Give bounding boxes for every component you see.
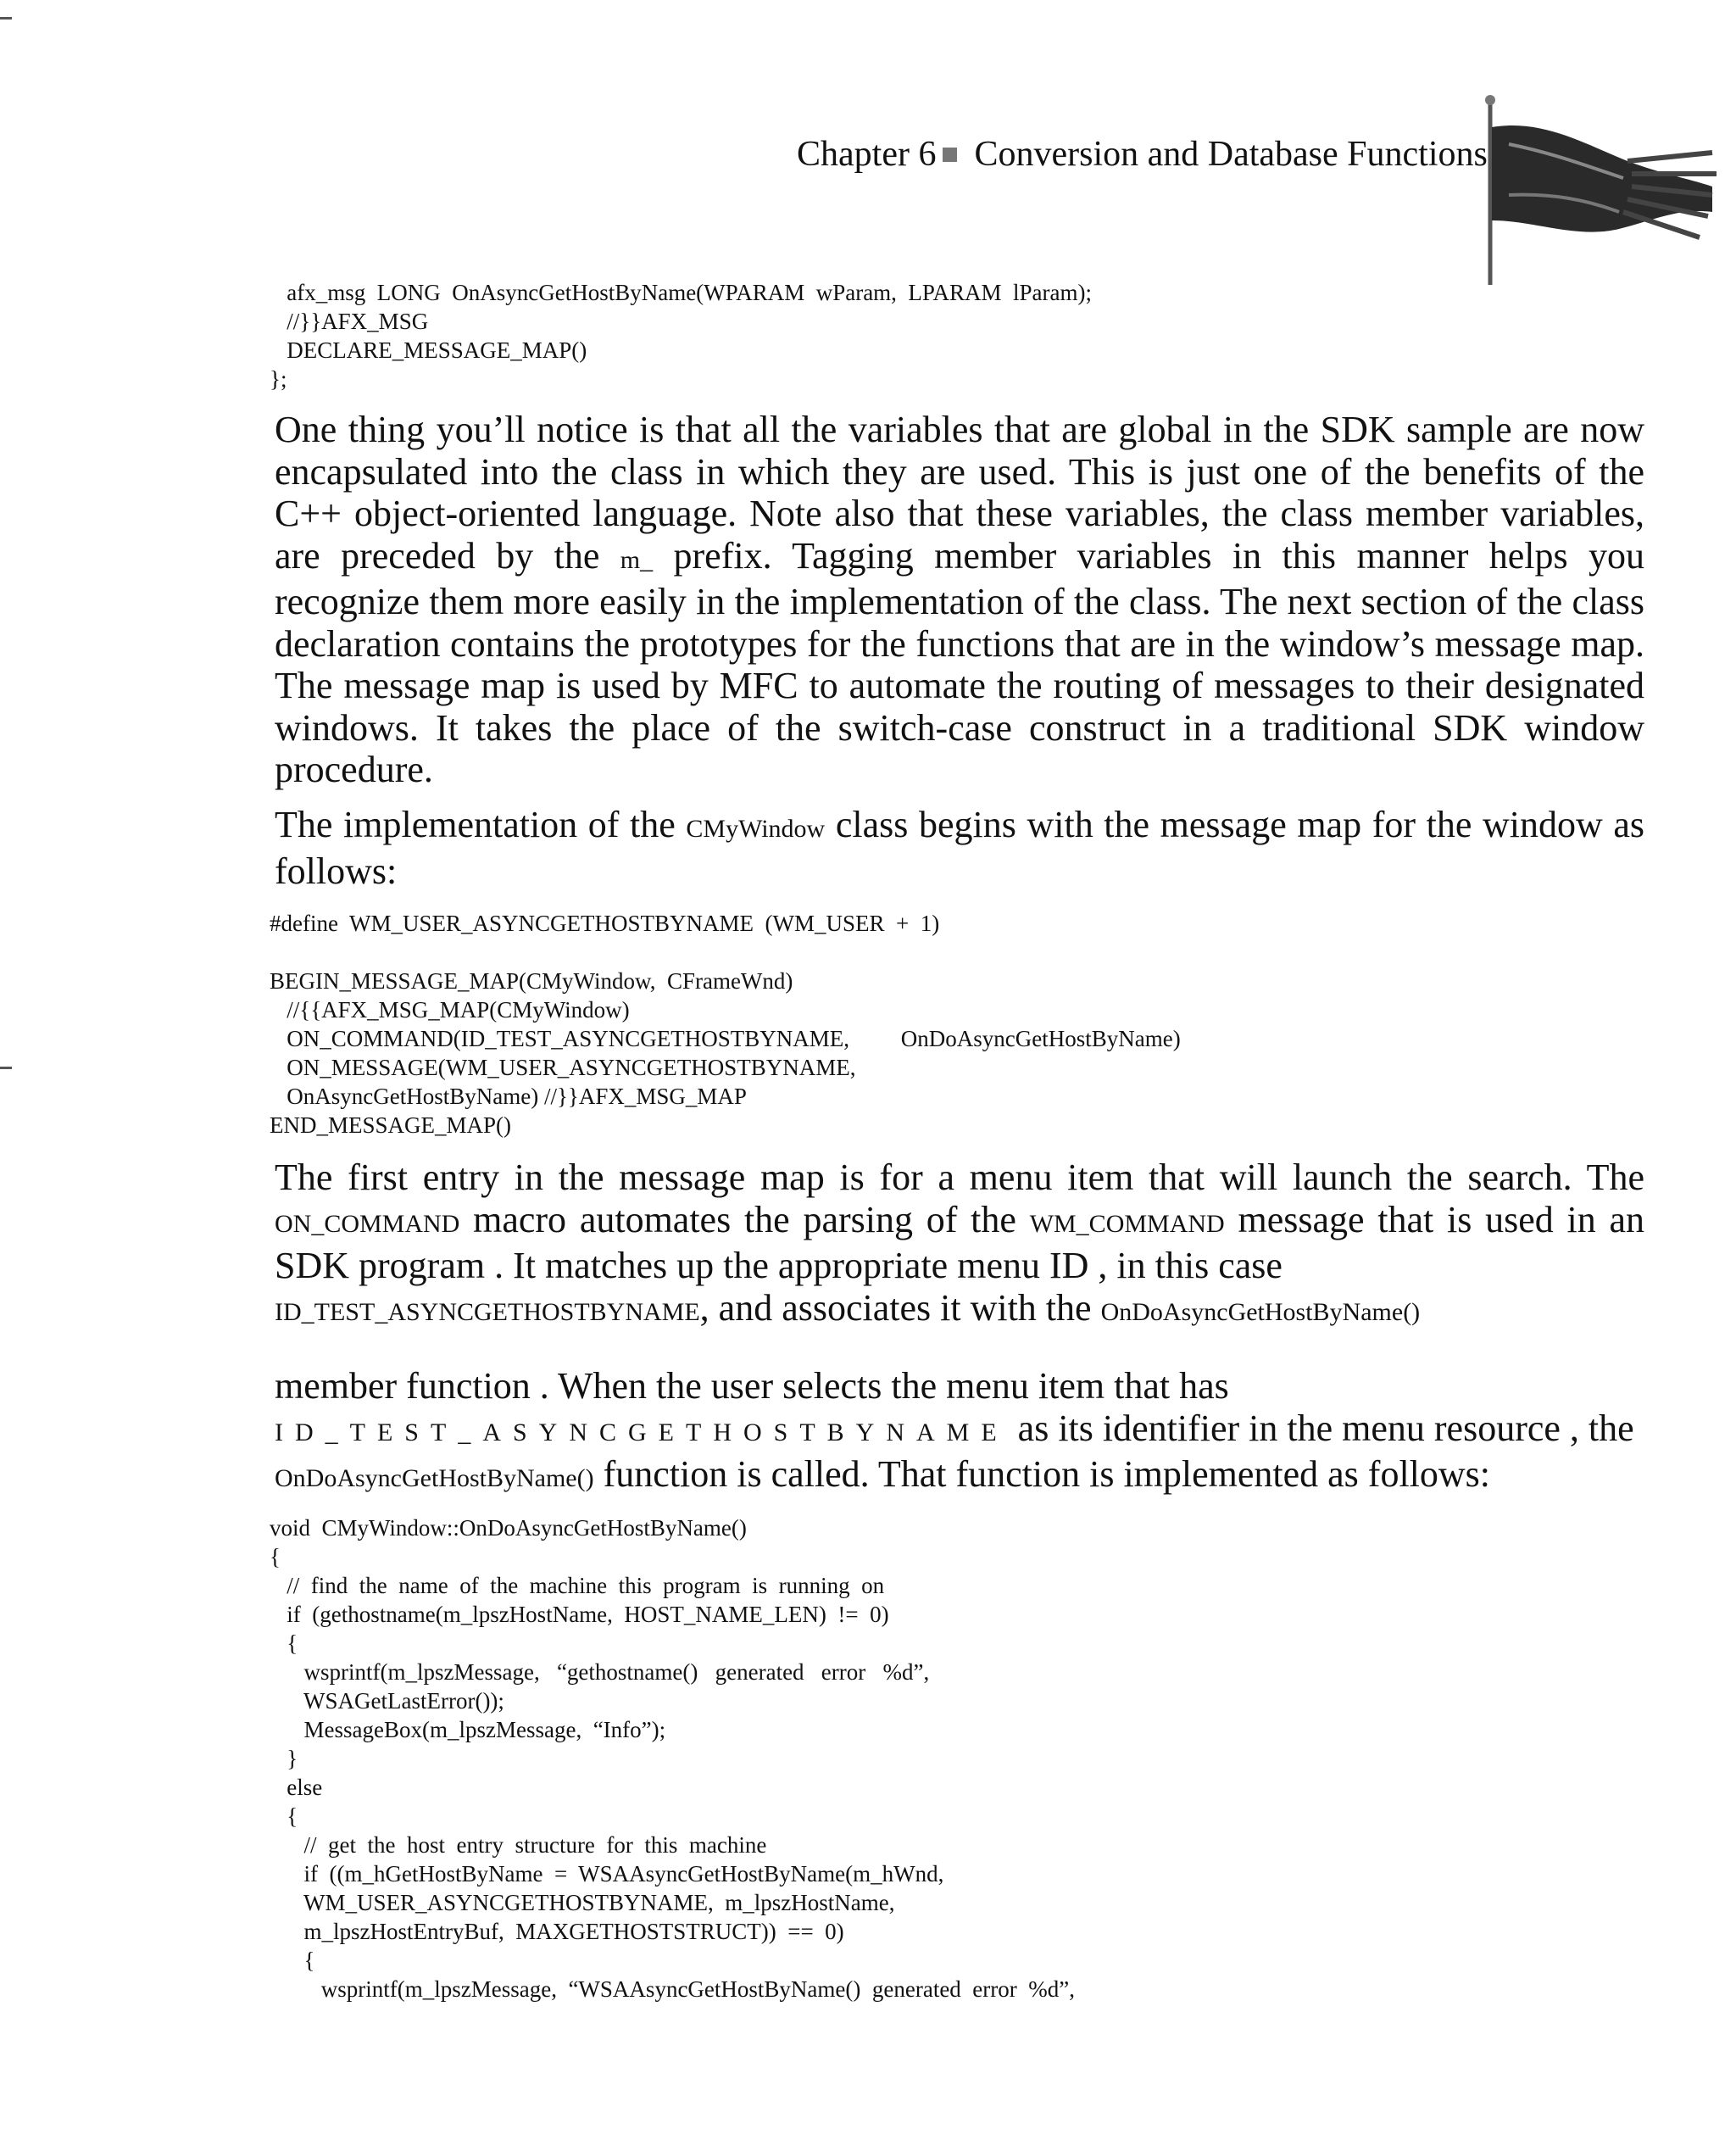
code-line: afx_msg LONG OnAsyncGetHostByName(WPARAM wParam, LPARAM lParam);	[270, 280, 1092, 305]
code-line: //{{AFX_MSG_MAP(CMyWindow)	[270, 997, 630, 1023]
code-line: MessageBox(m_lpszMessage, “Info”);	[270, 1717, 666, 1742]
code-line: {	[270, 1803, 298, 1829]
inline-code: ID_TEST_ASYNCGETHOSTBYNAME	[275, 1418, 1009, 1446]
code-block-message-map	[270, 909, 1181, 1140]
inline-code: CMyWindow	[686, 815, 826, 843]
scan-edge-mark	[0, 17, 12, 20]
code-line: OnAsyncGetHostByName) //}}AFX_MSG_MAP	[270, 1084, 747, 1109]
inline-code: ON_COMMAND	[275, 1209, 460, 1238]
code-line: DECLARE_MESSAGE_MAP()	[270, 337, 587, 363]
inline-code: ID_TEST_ASYNCGETHOSTBYNAME	[275, 1297, 700, 1326]
code-line: BEGIN_MESSAGE_MAP(CMyWindow, CFrameWnd)	[270, 968, 793, 994]
code-line: ON_COMMAND(ID_TEST_ASYNCGETHOSTBYNAME, OnDoAsyncGetHostByName)	[270, 1026, 1181, 1051]
code-line: wsprintf(m_lpszMessage, “WSAAsyncGetHostByName() generated error %d”,	[270, 1976, 1075, 2002]
code-line: ON_MESSAGE(WM_USER_ASYNCGETHOSTBYNAME,	[270, 1055, 856, 1080]
code-line: void CMyWindow::OnDoAsyncGetHostByName()	[270, 1515, 747, 1541]
square-bullet-icon	[943, 148, 957, 162]
inline-code: OnDoAsyncGetHostByName()	[1100, 1297, 1421, 1326]
paragraph-implementation-intro: The implementation of the CMyWindow class begins with the message map for the window as follows:	[275, 804, 1645, 892]
code-block-class-end	[270, 278, 1092, 393]
code-line: if ((m_hGetHostByName = WSAAsyncGetHostByName(m_hWnd,	[270, 1861, 944, 1887]
chapter-label: Chapter 6	[797, 135, 937, 174]
code-line: // find the name of the machine this program is running on	[270, 1573, 885, 1598]
inline-code: OnDoAsyncGetHostByName()	[275, 1464, 594, 1492]
code-line: {	[270, 1630, 298, 1656]
inline-code: m_	[620, 545, 654, 574]
code-line: // get the host entry structure for this machine	[270, 1832, 767, 1858]
code-line: WSAGetLastError());	[270, 1688, 504, 1714]
code-line: //}}AFX_MSG	[270, 309, 429, 334]
code-line: WM_USER_ASYNCGETHOSTBYNAME, m_lpszHostName,	[270, 1890, 895, 1915]
paragraph-message-map-entry: The first entry in the message map is for a menu item that will launch the search. The ON_COMMAND macro automates the parsing of the WM_COMMAND message that is used in an SDK program . It matches up the appropriate menu ID , in this case ID_TEST_ASYNCGETHOSTBYNAME, and associates it with the OnDoAsyncGetHostByName()	[275, 1156, 1645, 1329]
paragraph-member-function: member function . When the user selects the menu item that has ID_TEST_ASYNCGETHOSTBYNAME as its identifier in the menu resource , the OnDoAsyncGetHostByName() function is called. That function is implemented as follows:	[275, 1365, 1634, 1495]
code-line: m_lpszHostEntryBuf, MAXGETHOSTSTRUCT)) == 0)	[270, 1919, 844, 1944]
code-line: wsprintf(m_lpszMessage, “gethostname() generated error %d”,	[270, 1659, 930, 1685]
code-line: #define WM_USER_ASYNCGETHOSTBYNAME (WM_USER + 1)	[270, 911, 940, 936]
code-line: else	[270, 1775, 323, 1800]
flag-pennant-icon	[1458, 93, 1721, 288]
code-block-ondoasync	[270, 1513, 1075, 2004]
inline-code: WM_COMMAND	[1029, 1209, 1225, 1238]
paragraph-member-variables: One thing you’ll notice is that all the variables that are global in the SDK sample are now encapsulated into the class in which they are used. This is just one of the benefits of the C++ object-oriented language. Note also that these variables, the class member variables, are preceded by the m_ prefix. Tagging member variables in this manner helps you recognize them more easily in the implementation of the class. The next section of the class declaration contains the prototypes for the functions that are in the window’s message map. The message map is used by MFC to automate the routing of messages to their designated windows. It takes the place of the switch-case construct in a traditional SDK window procedure.	[275, 409, 1645, 790]
code-line	[270, 938, 1181, 967]
code-line: {	[270, 1544, 281, 1569]
code-line: END_MESSAGE_MAP()	[270, 1112, 512, 1138]
chapter-title: Conversion and Database Functions	[974, 135, 1488, 174]
code-line: }	[270, 1746, 298, 1771]
scan-edge-mark	[0, 1067, 12, 1069]
code-line: if (gethostname(m_lpszHostName, HOST_NAME_LEN) != 0)	[270, 1602, 889, 1627]
code-line: };	[270, 366, 287, 392]
code-line: {	[270, 1948, 315, 1973]
